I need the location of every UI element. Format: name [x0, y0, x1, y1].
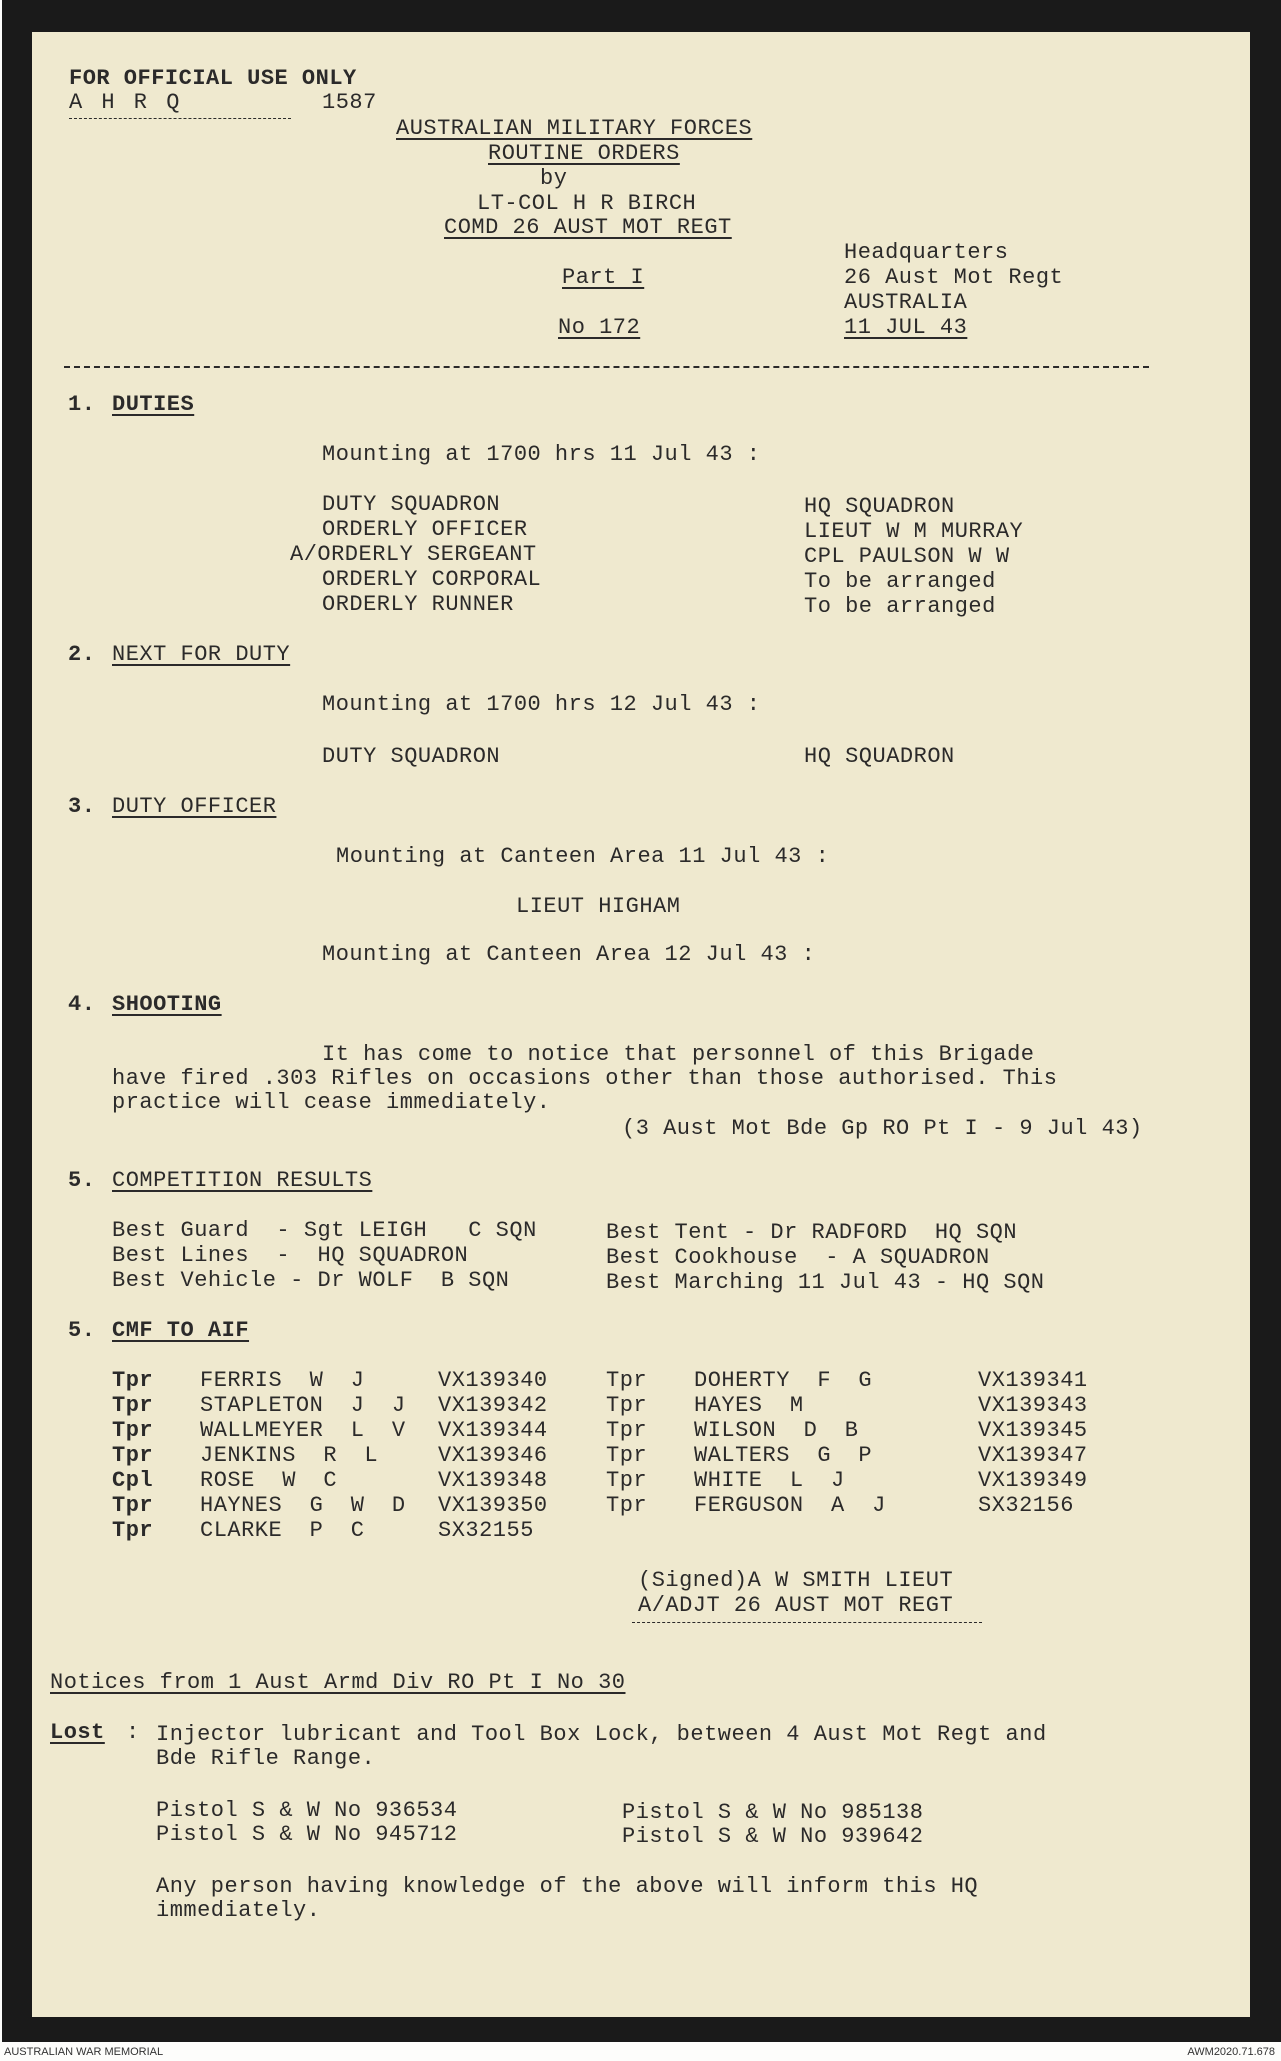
transfer-name: HAYNES G W D — [200, 1493, 406, 1518]
lost-colon: : — [126, 1720, 140, 1745]
competition-result: Best Guard - Sgt LEIGH C SQN — [112, 1218, 537, 1243]
transfer-number: VX139342 — [438, 1393, 548, 1418]
document-page — [32, 32, 1250, 2017]
transfer-rank: Tpr — [112, 1393, 154, 1418]
transfer-name: WALLMEYER L V — [200, 1418, 406, 1443]
duty-role: DUTY SQUADRON — [322, 492, 501, 517]
header-rule — [69, 118, 291, 119]
section-1-title: DUTIES — [112, 392, 195, 417]
section-4-number: 4. — [68, 992, 96, 1017]
shooting-text-1: It has come to notice that personnel of this Brigade — [322, 1042, 1035, 1067]
transfer-number: VX139349 — [978, 1468, 1088, 1493]
transfer-name: STAPLETON J J — [200, 1393, 406, 1418]
transfer-number: VX139350 — [438, 1493, 548, 1518]
transfer-name: DOHERTY F G — [694, 1368, 873, 1393]
shooting-text-2: have fired .303 Rifles on occasions other than those authorised. This — [112, 1066, 1058, 1091]
transfer-number: VX139341 — [978, 1368, 1088, 1393]
transfer-number: VX139346 — [438, 1443, 548, 1468]
lost-pistol: Pistol S & W No 985138 — [622, 1800, 924, 1825]
archive-name: AUSTRALIAN WAR MEMORIAL — [4, 2046, 164, 2058]
competition-result: Best Tent - Dr RADFORD HQ SQN — [606, 1220, 1018, 1245]
duty-assignee: LIEUT W M MURRAY — [804, 519, 1024, 544]
transfer-rank: Tpr — [606, 1393, 648, 1418]
lost-pistol: Pistol S & W No 945712 — [156, 1822, 458, 1847]
transfer-number: VX139340 — [438, 1368, 548, 1393]
transfer-number: SX32156 — [978, 1493, 1074, 1518]
transfer-rank: Tpr — [606, 1368, 648, 1393]
hq-line-3: AUSTRALIA — [844, 290, 968, 315]
duty-assignee: To be arranged — [804, 569, 996, 594]
order-date: 11 JUL 43 — [844, 315, 968, 340]
notices-title: Notices from 1 Aust Armd Div RO Pt I No 30 — [50, 1670, 626, 1695]
title-commander: LT-COL H R BIRCH — [477, 191, 697, 216]
transfer-rank: Tpr — [112, 1493, 154, 1518]
section-2-mounting: Mounting at 1700 hrs 12 Jul 43 : — [322, 692, 761, 717]
transfer-number: VX139348 — [438, 1468, 548, 1493]
duty-role: A/ORDERLY SERGEANT — [290, 542, 537, 567]
section-4-title: SHOOTING — [112, 992, 222, 1017]
transfer-name: WALTERS G P — [694, 1443, 873, 1468]
shooting-text-3: practice will cease immediately. — [112, 1090, 551, 1115]
transfer-name: WHITE L J — [694, 1468, 845, 1493]
archive-accession-number: AWM2020.71.678 — [1187, 2046, 1275, 2058]
transfer-rank: Tpr — [112, 1443, 154, 1468]
section-5-number: 5. — [68, 1168, 96, 1193]
section-6-number: 5. — [68, 1318, 96, 1343]
signature-rule — [632, 1622, 982, 1623]
section-3-title: DUTY OFFICER — [112, 794, 277, 819]
transfer-number: SX32155 — [438, 1518, 534, 1543]
signature-name: (Signed)A W SMITH LIEUT — [638, 1568, 954, 1593]
inform-text-2: immediately. — [156, 1898, 321, 1923]
lost-pistol: Pistol S & W No 939642 — [622, 1824, 924, 1849]
next-duty-role: DUTY SQUADRON — [322, 744, 501, 769]
transfer-name: JENKINS R L — [200, 1443, 379, 1468]
next-duty-assignee: HQ SQUADRON — [804, 744, 955, 769]
part-number: Part I — [562, 265, 645, 290]
inform-text-1: Any person having knowledge of the above will inform this HQ — [156, 1874, 979, 1899]
section-3-number: 3. — [68, 794, 96, 819]
transfer-rank: Tpr — [606, 1493, 648, 1518]
section-3-mounting-1: Mounting at Canteen Area 11 Jul 43 : — [336, 844, 830, 869]
section-3-mounting-2: Mounting at Canteen Area 12 Jul 43 : — [322, 942, 816, 967]
duty-assignee: HQ SQUADRON — [804, 494, 955, 519]
duty-assignee: CPL PAULSON W W — [804, 544, 1010, 569]
header-separator — [64, 366, 1149, 368]
transfer-rank: Tpr — [112, 1368, 154, 1393]
order-number: No 172 — [558, 315, 641, 340]
transfer-name: HAYES M — [694, 1393, 804, 1418]
section-2-number: 2. — [68, 642, 96, 667]
transfer-number: VX139343 — [978, 1393, 1088, 1418]
competition-result: Best Marching 11 Jul 43 - HQ SQN — [606, 1270, 1045, 1295]
competition-result: Best Vehicle - Dr WOLF B SQN — [112, 1268, 510, 1293]
classification: FOR OFFICIAL USE ONLY — [69, 66, 357, 91]
hq-line-1: Headquarters — [844, 240, 1009, 265]
archive-footer — [0, 2044, 1281, 2061]
section-1-number: 1. — [68, 392, 96, 417]
section-2-title: NEXT FOR DUTY — [112, 642, 291, 667]
transfer-number: VX139345 — [978, 1418, 1088, 1443]
transfer-rank: Cpl — [112, 1468, 154, 1493]
transfer-name: CLARKE P C — [200, 1518, 365, 1543]
transfer-name: FERGUSON A J — [694, 1493, 886, 1518]
transfer-name: WILSON D B — [694, 1418, 859, 1443]
transfer-number: VX139344 — [438, 1418, 548, 1443]
lost-pistol: Pistol S & W No 936534 — [156, 1798, 458, 1823]
shooting-reference: (3 Aust Mot Bde Gp RO Pt I - 9 Jul 43) — [622, 1116, 1143, 1141]
duty-role: ORDERLY OFFICER — [322, 517, 528, 542]
duty-role: ORDERLY CORPORAL — [322, 567, 542, 592]
signature-appointment: A/ADJT 26 AUST MOT REGT — [638, 1593, 954, 1618]
lost-text-2: Bde Rifle Range. — [156, 1746, 376, 1771]
duty-assignee: To be arranged — [804, 594, 996, 619]
file-reference: A H R Q — [69, 90, 183, 115]
section-6-title: CMF TO AIF — [112, 1318, 250, 1343]
section-5-title: COMPETITION RESULTS — [112, 1168, 373, 1193]
transfer-rank: Tpr — [606, 1418, 648, 1443]
competition-result: Best Cookhouse - A SQUADRON — [606, 1245, 990, 1270]
transfer-rank: Tpr — [606, 1468, 648, 1493]
section-1-mounting: Mounting at 1700 hrs 11 Jul 43 : — [322, 442, 761, 467]
title-command: COMD 26 AUST MOT REGT — [444, 215, 732, 240]
duty-officer-name: LIEUT HIGHAM — [516, 894, 681, 919]
title-by: by — [540, 166, 568, 191]
transfer-name: ROSE W C — [200, 1468, 338, 1493]
duty-role: ORDERLY RUNNER — [322, 592, 514, 617]
lost-text-1: Injector lubricant and Tool Box Lock, between 4 Aust Mot Regt and — [156, 1722, 1047, 1747]
title-forces: AUSTRALIAN MILITARY FORCES — [396, 116, 753, 141]
title-routine-orders: ROUTINE ORDERS — [488, 141, 680, 166]
transfer-name: FERRIS W J — [200, 1368, 365, 1393]
file-number: 1587 — [322, 90, 377, 115]
competition-result: Best Lines - HQ SQUADRON — [112, 1243, 469, 1268]
transfer-rank: Tpr — [606, 1443, 648, 1468]
transfer-number: VX139347 — [978, 1443, 1088, 1468]
lost-label: Lost — [50, 1720, 105, 1745]
transfer-rank: Tpr — [112, 1518, 154, 1543]
hq-line-2: 26 Aust Mot Regt — [844, 265, 1064, 290]
transfer-rank: Tpr — [112, 1418, 154, 1443]
